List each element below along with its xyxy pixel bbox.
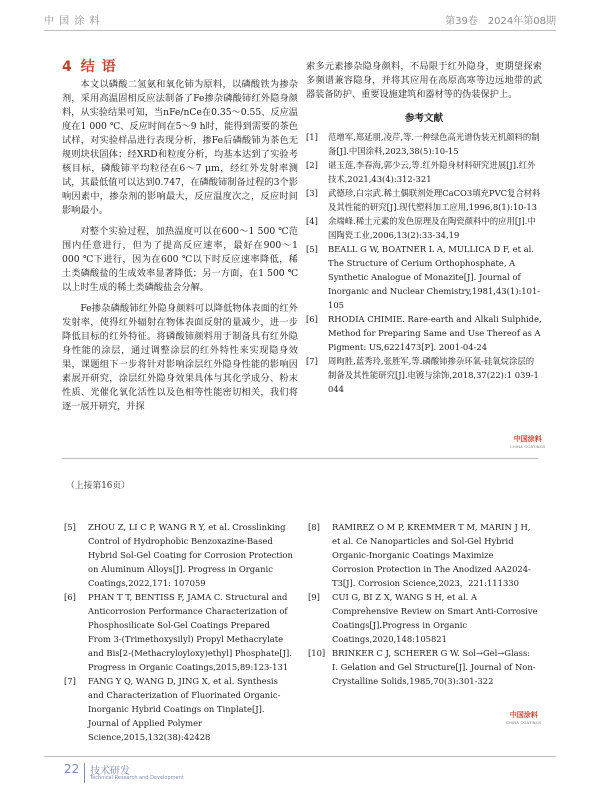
reference-index: [1]	[306, 132, 318, 142]
logo-cn: 中国涂料	[509, 711, 538, 719]
reference-text: 范增军,郑延朋,凌芹,等.一种绿色高光谱伪装无机颜料的制备[J].中国涂料,2023,38(5):10-15	[328, 132, 540, 156]
page-header	[44, 12, 556, 30]
reference-item	[64, 674, 294, 744]
reference-text: 武德珍,白宗武.稀土偶联剂处理CaCO3填充PVC复合材料及其性能的研究[J].现代塑料加工应用,1996,8(1):10-13	[328, 188, 541, 212]
section-number: 4	[62, 59, 73, 75]
logo-cn: 中国涂料	[513, 435, 542, 443]
conclusion-paragraph-3: Fe掺杂磷酸铈红外隐身颜料可以降低物体表面的红外发射率，使得红外辐射在物体表面反射的量减少，进一步降低目标的红外特征。将磷酸铈颜料用于制备具有红外隐身性能的涂层，通过调整涂层的红外特性来实现隐身效果，课题组下一步将针对影响涂层红外隐身性能的影响因素展开研究，涂层红外隐身效果具体与其化学成分、粉末性质、光催化氧化活性以及色相等性能密切相关，我们将逐一展开研究，并探	[62, 303, 298, 412]
reference-index: [6]	[64, 592, 76, 602]
reference-text: CUI G, BI Z X, WANG S H, et al. A Comprehensive Review on Smart Anti-Corrosive Coatings[J].Progress in Organic Coatings,2020,148:105821	[332, 592, 538, 644]
column-name-en: Technical Research and Development	[90, 775, 184, 781]
journal-logo	[510, 436, 546, 450]
reference-item	[306, 242, 542, 312]
page-number: 22	[64, 762, 80, 776]
section-heading	[62, 60, 298, 74]
reference-item	[306, 312, 542, 354]
reference-index: [5]	[64, 522, 76, 532]
reference-index: [8]	[308, 522, 320, 532]
reference-text: FANG Y Q, WANG D, JING X, et al. Synthesis and Characterization of Fluorinated Organic-Inorganic Hybrid Coatings on Tinplate[J]. Journal of Applied Polymer Science,2015,132(38):42428	[88, 676, 281, 742]
bottom-references-left	[64, 520, 294, 744]
conclusion-continuation: 索多元素掺杂隐身颜料，不局限于红外隐身，更期望探索多频谱兼容隐身，并将其应用在高原高寒等边远地带的武器装备防护、重要设施建筑和器材等的伪装保护上。	[306, 61, 542, 100]
reference-index: [5]	[306, 244, 318, 254]
reference-text: BEALL G W, BOATNER L A, MULLICA D F, et al. The Structure of Cerium Orthophosphate, A Synthetic Analogue of Monazite[J]. Journal of Inorganic and Nuclear Chemistry,1981,43(1):101-105	[328, 244, 541, 310]
journal-name: 中 国 涂 料	[44, 16, 101, 27]
reference-index: [9]	[308, 592, 320, 602]
reference-text: 谌玉莲,李春海,郭少云,等.红外隐身材料研究进展[J].红外技术,2021,43(4):312-321	[328, 160, 536, 184]
reference-item	[308, 520, 538, 590]
reference-text: 周昫胜,蓝秀玲,张胜军,等.磷酸铈掺杂环氧-硅氧烷涂层的制备及其性能研究[J].电镀与涂饰,2018,37(22):1 039-1 044	[328, 356, 539, 394]
header-divider	[44, 30, 556, 31]
reference-text: RHODIA CHIMIE. Rare-earth and Alkali Sulphide, Method for Preparing Same and Use Thereof as A Pigment: US,6221473[P]. 2001-04-24	[328, 314, 542, 352]
conclusion-column	[62, 60, 298, 414]
reference-index: [7]	[306, 356, 318, 366]
reference-index: [4]	[306, 216, 318, 226]
section-divider	[62, 458, 538, 459]
reference-text: 余端峰.稀土元素的发色原理及在陶瓷颜料中的应用[J].中国陶瓷工业,2006,13(2):33-34,19	[328, 216, 536, 240]
reference-item	[306, 158, 542, 186]
reference-index: [10]	[308, 648, 326, 658]
reference-index: [2]	[306, 160, 318, 170]
reference-item	[306, 186, 542, 214]
reference-text: PHAN T T, BENTISS F, JAMA C. Structural and Anticorrosion Performance Characterization of Phosphosilicate Sol-Gel Coatings Prepared From 3-(Trimethoxysilyl) Propyl Methacrylate and Bis[2-(Methacryloyloxy)ethyl] Phosphate[J]. Progress in Organic Coatings,2015,89:123-131	[88, 592, 292, 672]
section-title: 结 语	[80, 59, 117, 75]
continued-note: （上接第16页）	[66, 481, 130, 491]
reference-text: RAMIREZ O M P, KREMMER T M, MARIN J H, et al. Ce Nanoparticles and Sol-Gel Hybrid Organic-Inorganic Coatings Maximize Corrosion Protection in The Anodized AA2024-T3[J]. Corrosion Science,2023，221:111330	[332, 522, 531, 588]
reference-item	[306, 354, 542, 396]
reference-list	[306, 130, 542, 396]
logo-en: CHINA COATINGS	[510, 444, 546, 449]
conclusion-paragraph-2: 对整个实验过程，加热温度可以在600～1 500 ℃范围内任意进行，但为了提高反应速率，最好在900～1 000 ℃下进行，因为在600 ℃以下时反应速率降低，稀土类磷酸盐的生成效率显著降低；另一方面，在1 500 ℃以上时生成的稀土类磷酸盐会分解。	[62, 226, 298, 293]
column-name: 技术研发	[90, 766, 130, 777]
reference-item	[306, 130, 542, 158]
footer-bar	[84, 763, 85, 783]
reference-item	[64, 520, 294, 590]
reference-item	[306, 214, 542, 242]
reference-index: [7]	[64, 676, 76, 686]
reference-index: [6]	[306, 314, 318, 324]
references-title: 参考文献	[404, 113, 443, 124]
reference-index: [3]	[306, 188, 318, 198]
footer-divider	[44, 756, 556, 757]
references-column	[306, 60, 542, 396]
issue-info: 第39卷 2024年第08期	[445, 16, 556, 27]
reference-text: ZHOU Z, LI C P, WANG R Y, et al. Crosslinking Control of Hydrophobic Benzoxazine-Based Hybrid Sol-Gel Coating for Corrosion Protection on Aluminum Alloys[J]. Progress in Organic Coatings,2022,171: 107059	[88, 522, 293, 588]
bottom-references-right	[308, 520, 538, 688]
reference-text: BRINKER C J, SCHERER G W. Sol→Gel→Glass: I. Gelation and Gel Structure[J]. Journal of Non-Crystalline Solids,1985,70(3):301-322	[332, 648, 536, 686]
reference-item	[308, 646, 538, 688]
conclusion-paragraph-1: 本文以磷酸二氢氨和氧化铈为原料，以磷酸铁为掺杂剂，采用高温固相反应法制备了Fe掺杂磷酸铈红外隐身颜料，从实验结果可知，当nFe/nCe在0.35～0.55、反应温度在1 000 ℃、反应时间在5～9 h时，能得到需要的茶色试样，对实验样品进行表现分析，掺Fe后磷酸铈为茶色无规则块状固体；经XRD和粒度分析，均基本达到了实验考核目标，磷酸铈平均粒径在6～7 μm，经红外发射率测试，其最低值可以达到0.747，在磷酸铈制备过程的3个影响因素中，掺杂剂的影响最大，反应温度次之，反应时间影响最小。	[62, 79, 298, 216]
reference-item	[64, 590, 294, 674]
logo-en: CHINA COATINGS	[506, 720, 542, 725]
journal-logo-bottom	[506, 712, 542, 726]
reference-item	[308, 590, 538, 646]
